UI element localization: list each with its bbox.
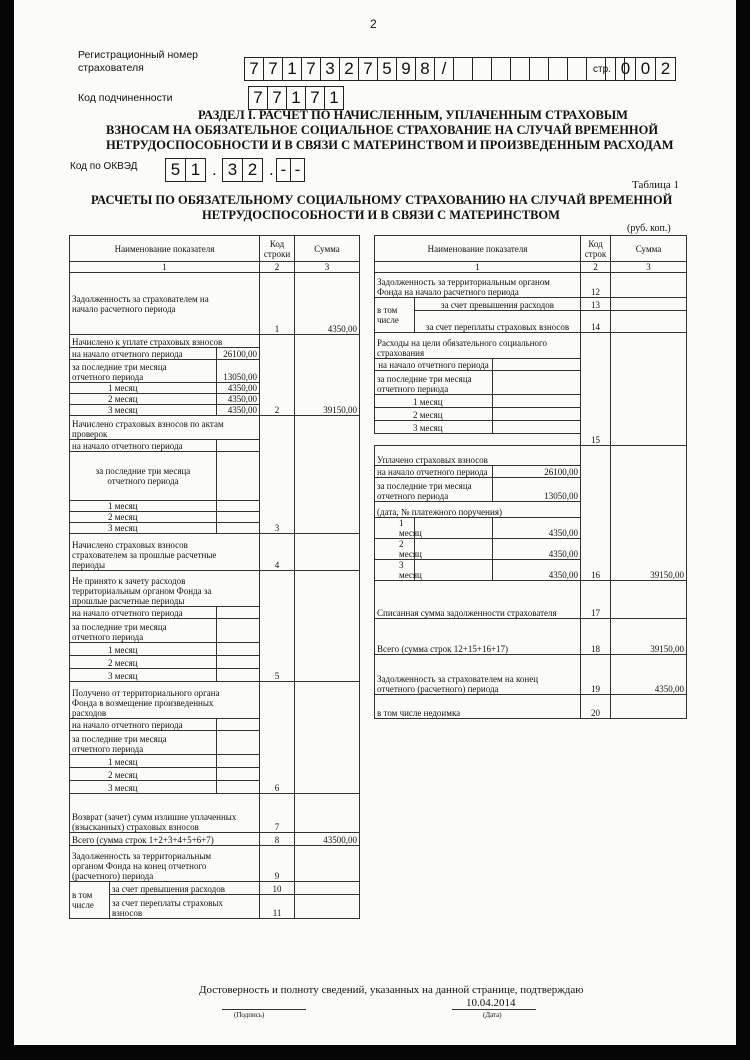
row-8-code: 8 [260,833,295,846]
row-6-label: Получено от территориального органа Фонда в возмещение произведенных расходов [70,682,260,719]
row-3-m1-value[interactable] [217,501,260,512]
digit-cell[interactable]: 0 [615,57,636,81]
row-15-m1-value[interactable] [493,395,581,408]
row-12-sum[interactable] [611,273,687,298]
row-3-m3-label: 3 месяц [70,523,217,534]
confirmation-statement: Достоверность и полноту сведений, указанных на данной странице, подтверждаю [199,984,584,996]
row-16-code: 16 [581,446,611,581]
row-2-last-value[interactable]: 13050,00 [217,360,260,383]
row-18-label: Всего (сумма строк 12+15+16+17) [375,619,581,655]
row-5-sum[interactable] [295,571,360,682]
row-6-last-label: за последние три месяца отчетного периода [70,731,217,755]
row-5-start-value[interactable] [217,607,260,619]
row-6-m1-label: 1 месяц [70,755,217,768]
row-3-m2-label: 2 месяц [70,512,217,523]
row-15-sum[interactable] [611,333,687,446]
digit-cell[interactable]: 7 [301,57,321,81]
digit-cell[interactable]: 1 [185,158,206,182]
page-field[interactable] [615,57,676,81]
digit-cell[interactable]: 7 [244,57,264,81]
digit-cell[interactable]: 3 [320,57,340,81]
row-6-code: 6 [260,682,295,794]
section-title-1: РАЗДЕЛ I. РАСЧЕТ ПО НАЧИСЛЕННЫМ, УПЛАЧЕННЫМ СТРАХОВЫМ [198,108,628,122]
okved-field-c[interactable] [276,158,305,182]
row-16-payment-label: (дата, № платежного поручения) [375,502,581,518]
row-12-label: Задолженность за территориальным органом Фонда на начало расчетного периода [375,273,581,298]
page-number: 2 [370,17,377,31]
row-5-m1-value[interactable] [217,643,260,656]
row-14-label: за счет переплаты страховых взносов [415,311,581,333]
row-16-last-label: за последние три месяца отчетного периода [375,478,493,502]
row-10-code: 10 [260,882,295,895]
row-2-start-label: на начало отчетного периода [70,348,217,360]
row-20-sum[interactable] [611,695,687,719]
row-2-code: 2 [260,335,295,416]
subordination-field[interactable] [248,86,344,110]
digit-cell[interactable]: 7 [248,86,268,110]
row-5-last-label: за последние три месяца отчетного периода [70,619,217,643]
row-16-m2-value[interactable]: 4350,00 [493,539,581,560]
row-4-label: Начислено страховых взносов страхователем за прошлые расчетные периоды [70,534,260,571]
row-2-start-value[interactable]: 26100,00 [217,348,260,360]
okved-dot-2: . [269,160,274,179]
date-line [452,1009,536,1010]
incl-label-right: в том числе [375,298,415,333]
digit-cell[interactable]: 7 [358,57,378,81]
digit-cell[interactable]: 5 [165,158,186,182]
digit-cell[interactable] [472,57,492,81]
row-17-sum[interactable] [611,581,687,619]
digit-cell[interactable]: 9 [396,57,416,81]
row-5-code: 5 [260,571,295,682]
row-15-m2-label: 2 месяц [375,408,493,421]
row-16-m2-pay[interactable] [415,539,493,560]
row-16-start-value[interactable]: 26100,00 [493,466,581,478]
digit-cell[interactable] [567,57,587,81]
row-16-m1-pay[interactable] [415,518,493,539]
digit-cell[interactable] [510,57,530,81]
row-3-m3-value[interactable] [217,523,260,534]
row-6-start-value[interactable] [217,719,260,731]
digit-cell[interactable]: 2 [655,57,676,81]
okved-field-a[interactable] [165,158,206,182]
digit-cell[interactable]: 1 [286,86,306,110]
row-2-last-label-2: отчетного периода [70,372,217,383]
row-3-start-label: на начало отчетного периода [70,440,217,452]
row-3-start-value[interactable] [217,440,260,452]
row-16-last-value[interactable]: 13050,00 [493,478,581,502]
row-17-label: Списанная сумма задолженности страхователя [375,581,581,619]
row-11-label: за счет переплаты страховых взносов [110,895,260,919]
digit-cell[interactable]: - [276,158,291,182]
row-8-label: Всего (сумма строк 1+2+3+4+5+6+7) [70,833,260,846]
row-5-start-label: на начало отчетного периода [70,607,217,619]
okved-label: Код по ОКВЭД [70,161,138,172]
r-col-header-sum: Сумма [611,236,687,262]
row-4-code: 4 [260,534,295,571]
row-5-m2-value[interactable] [217,656,260,669]
row-20-code: 20 [581,695,611,719]
okved-dot-1: . [212,160,217,179]
table-label: Таблица 1 [632,179,680,191]
row-10-label: за счет превышения расходов [110,882,260,895]
row-16-label: Уплачено страховых взносов [375,446,581,466]
row-14-sum[interactable] [611,311,687,333]
row-4-sum[interactable] [295,534,360,571]
row-16-start-label: на начало отчетного периода [375,466,493,478]
row-6-start-label: на начало отчетного периода [70,719,217,731]
row-6-m3-value[interactable] [217,781,260,794]
row-3-m2-value[interactable] [217,512,260,523]
row-5-m2-label: 2 месяц [70,656,217,669]
digit-cell[interactable] [453,57,473,81]
page-field-label: стр. [593,64,611,75]
row-15-label: Расходы на цели обязательного социального страхования [375,333,581,359]
left-table [69,235,360,919]
row-6-m1-value[interactable] [217,755,260,768]
reg-number-label-2: страхователя [78,62,144,74]
row-14-code: 14 [581,311,611,333]
r-col-header-name: Наименование показателя [375,236,581,262]
table-title-1: РАСЧЕТЫ ПО ОБЯЗАТЕЛЬНОМУ СОЦИАЛЬНОМУ СТРАХОВАНИЮ НА СЛУЧАЙ ВРЕМЕННОЙ [91,193,673,207]
row-6-last-value[interactable] [217,731,260,755]
row-2-m2-value[interactable]: 4350,00 [217,394,260,405]
row-5-label: Не принято к зачету расходов территориальным органом Фонда за прошлые расчетные периоды [70,571,260,607]
row-11-sum[interactable] [295,895,360,919]
digit-cell[interactable]: 1 [282,57,302,81]
row-16-m3-label: 3 месяц [375,560,415,581]
row-8-sum[interactable]: 43500,00 [295,833,360,846]
form-page [14,0,736,1045]
col-header-sum: Сумма [295,236,360,262]
row-7-label: Возврат (зачет) сумм излишне уплаченных (взысканных) страховых взносов [70,794,260,833]
row-1-code: 1 [260,273,295,335]
row-15-last-value[interactable] [493,371,581,395]
row-16-m3-pay[interactable] [415,560,493,581]
row-9-sum[interactable] [295,846,360,882]
row-15-spacer [375,434,581,446]
row-18-sum[interactable]: 39150,00 [611,619,687,655]
row-3-m1-label: 1 месяц [70,501,217,512]
row-5-m3-label: 3 месяц [70,669,217,682]
col-num-1: 1 [70,262,260,273]
digit-cell[interactable]: 5 [377,57,397,81]
row-3-sum[interactable] [295,416,360,534]
row-9-label: Задолженность за территориальным органом Фонда на конец отчетного (расчетного) периода [70,846,260,882]
separator-cell[interactable]: / [434,57,454,81]
row-9-code: 9 [260,846,295,882]
row-2-label: Начислено к уплате страховых взносов [70,335,260,348]
row-13-label: за счет превышения расходов [415,298,581,311]
row-19-label: Задолженность за страхователем на конец отчетного (расчетного) периода [375,655,581,695]
row-15-m1-label: 1 месяц [375,395,493,408]
row-13-sum[interactable] [611,298,687,311]
row-12-code: 12 [581,273,611,298]
digit-cell[interactable] [529,57,549,81]
r-col-num-2: 2 [581,262,611,273]
signature-date[interactable]: 10.04.2014 [466,997,516,1009]
digit-cell[interactable] [548,57,568,81]
row-3-label: Начислено страховых взносов по актам проверок [70,416,260,440]
incl-label-left: в том числе [70,882,110,919]
digit-cell[interactable]: 7 [267,86,287,110]
row-5-m1-label: 1 месяц [70,643,217,656]
units-note: (руб. коп.) [627,223,671,234]
row-18-code: 18 [581,619,611,655]
row-7-code: 7 [260,794,295,833]
row-3-code: 3 [260,416,295,534]
row-6-m2-value[interactable] [217,768,260,781]
row-1-sum[interactable]: 4350,00 [295,273,360,335]
row-5-m3-value[interactable] [217,669,260,682]
digit-cell[interactable]: 7 [263,57,283,81]
row-2-m1-value[interactable]: 4350,00 [217,383,260,394]
signature-line [222,1009,306,1010]
digit-cell[interactable] [491,57,511,81]
row-7-sum[interactable] [295,794,360,833]
digit-cell[interactable]: 0 [635,57,656,81]
reg-number-field[interactable] [244,57,625,81]
row-16-sum[interactable]: 39150,00 [611,446,687,581]
col-num-2: 2 [260,262,295,273]
col-num-3: 3 [295,262,360,273]
row-16-m1-label: 1 месяц [375,518,415,539]
digit-cell[interactable]: 3 [222,158,243,182]
okved-field-b[interactable] [222,158,263,182]
date-caption: (Дата) [483,1011,502,1019]
row-6-m3-label: 3 месяц [70,781,217,794]
row-3-last-value[interactable] [217,452,260,501]
col-header-name: Наименование показателя [70,236,260,262]
table-title-2: НЕТРУДОСПОСОБНОСТИ И В СВЯЗИ С МАТЕРИНСТВОМ [202,208,560,222]
row-15-code: 15 [581,333,611,446]
digit-cell[interactable]: - [290,158,305,182]
row-19-sum[interactable]: 4350,00 [611,655,687,695]
row-16-m1-value[interactable]: 4350,00 [493,518,581,539]
row-15-m3-value[interactable] [493,421,581,434]
row-6-sum[interactable] [295,682,360,794]
digit-cell[interactable]: 2 [339,57,359,81]
row-2-sum[interactable]: 39150,00 [295,335,360,416]
row-15-m2-value[interactable] [493,408,581,421]
row-13-code: 13 [581,298,611,311]
subordination-label: Код подчиненности [78,92,173,104]
row-19-code: 19 [581,655,611,695]
row-6-m2-label: 2 месяц [70,768,217,781]
row-10-sum[interactable] [295,882,360,895]
r-col-num-3: 3 [611,262,687,273]
digit-cell[interactable]: 8 [415,57,435,81]
r-col-header-code: Код строк [581,236,611,262]
row-17-code: 17 [581,581,611,619]
row-20-label: в том числе недоимка [375,695,581,719]
digit-cell[interactable]: 1 [324,86,344,110]
row-15-start-value[interactable] [493,359,581,371]
right-table [374,235,687,719]
row-15-last-label: за последние три месяца отчетного периода [375,371,493,395]
row-15-start-label: на начало отчетного периода [375,359,493,371]
section-title-2: ВЗНОСАМ НА ОБЯЗАТЕЛЬНОЕ СОЦИАЛЬНОЕ СТРАХОВАНИЕ НА СЛУЧАЙ ВРЕМЕННОЙ [106,123,659,137]
row-15-m3-label: 3 месяц [375,421,493,434]
row-2-last-label: за последние три месяца [70,360,217,372]
digit-cell[interactable]: 2 [242,158,263,182]
digit-cell[interactable]: 7 [305,86,325,110]
row-2-m2-label: 2 месяц [70,394,217,405]
row-11-code: 11 [260,895,295,919]
row-3-last-label: за последние три месяца отчетного периода [70,452,217,501]
row-16-m2-label: 2 месяц [375,539,415,560]
row-2-m1-label: 1 месяц [70,383,217,394]
reg-number-label: Регистрационный номер [78,49,198,61]
row-2-m3-value[interactable]: 4350,00 [217,405,260,416]
row-2-m3-label: 3 месяц [70,405,217,416]
col-header-code: Код строки [260,236,295,262]
signature-caption: (Подпись) [234,1011,265,1019]
section-title-3: НЕТРУДОСПОСОБНОСТИ И В СВЯЗИ С МАТЕРИНСТВОМ И ПРОИЗВЕДЕННЫМ РАСХОДАМ [106,138,674,152]
r-col-num-1: 1 [375,262,581,273]
row-5-last-value[interactable] [217,619,260,643]
row-1-label: Задолженность за страхователем на начало расчетного периода [70,273,260,335]
row-16-m3-value[interactable]: 4350,00 [493,560,581,581]
